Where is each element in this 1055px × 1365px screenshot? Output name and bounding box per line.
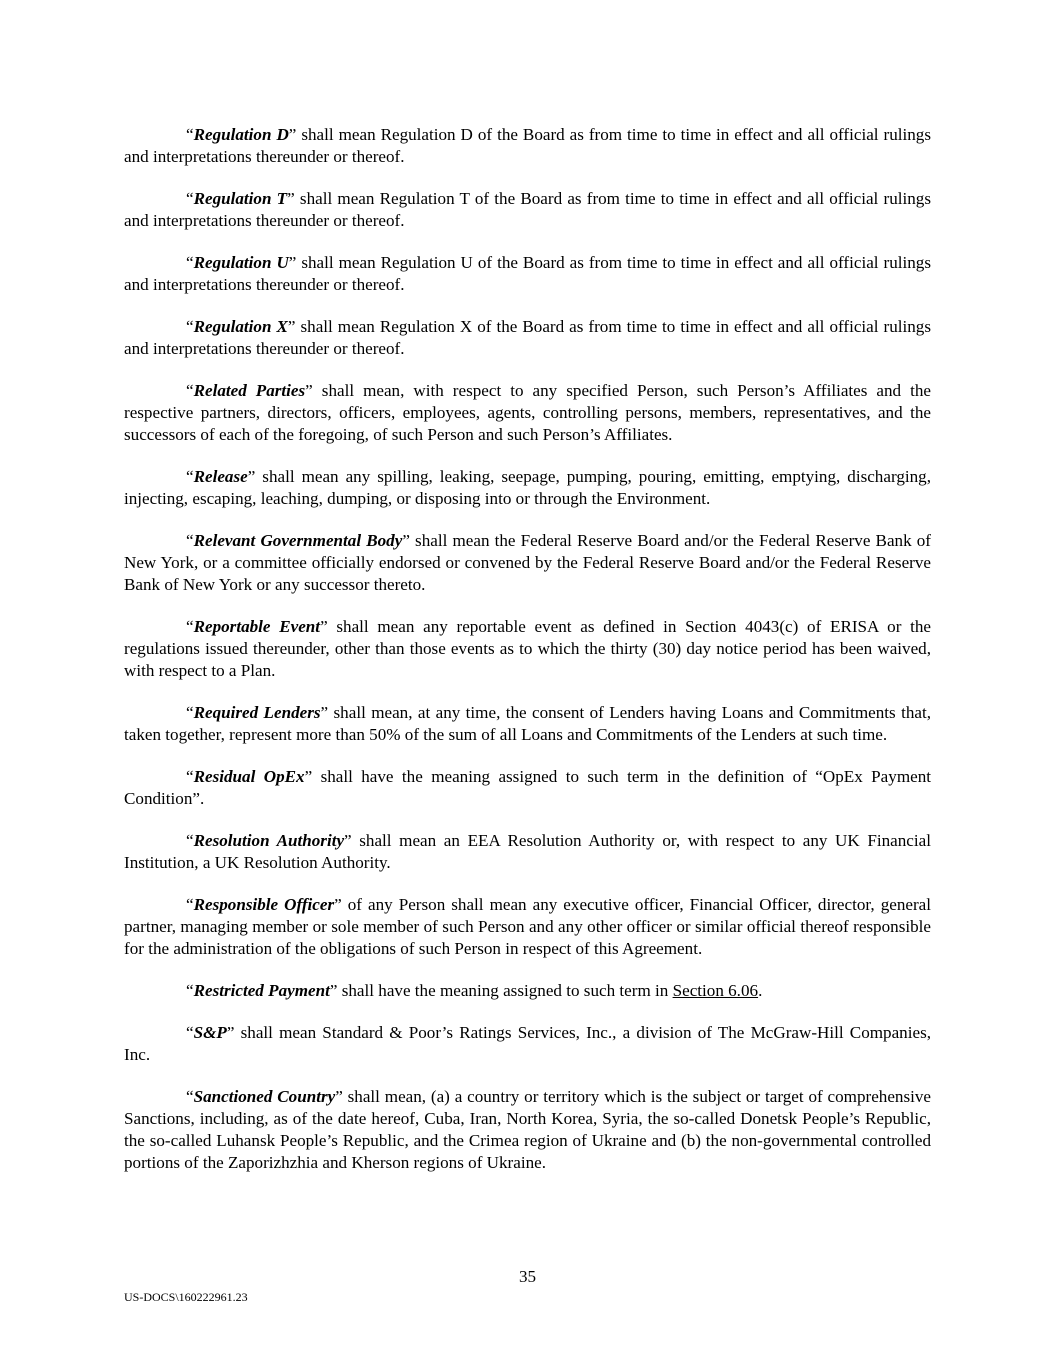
defined-term: Related Parties xyxy=(193,381,306,400)
definition-related-parties xyxy=(124,380,931,446)
defined-term: Regulation D xyxy=(193,125,289,144)
open-quote: “ xyxy=(186,703,194,722)
definition-relevant-governmental-body xyxy=(124,530,931,596)
definition-required-lenders xyxy=(124,702,931,746)
open-quote: “ xyxy=(186,831,194,850)
defined-term: Restricted Payment xyxy=(193,981,330,1000)
defined-term: Release xyxy=(193,467,248,486)
definition-release xyxy=(124,466,931,510)
close-quote: ” xyxy=(304,767,313,786)
definition-residual-opex xyxy=(124,766,931,810)
definition-text: shall mean Regulation X of the Board as from time to time in effect and all official rulings and interpretations thereunder or thereof. xyxy=(124,317,931,358)
open-quote: “ xyxy=(186,1087,194,1106)
open-quote: “ xyxy=(186,189,194,208)
open-quote: “ xyxy=(186,1023,194,1042)
definition-text: shall mean Regulation U of the Board as from time to time in effect and all official rulings and interpretations thereunder or thereof. xyxy=(124,253,931,294)
definition-text: shall mean any reportable event as defined in Section 4043(c) of ERISA or the regulations issued thereunder, other than those events as to which the thirty (30) day notice period has been waived, with respect to a Plan. xyxy=(124,617,931,680)
definition-text: shall mean, at any time, the consent of Lenders having Loans and Commitments that, taken together, represent more than 50% of the sum of all Loans and Commitments of the Lenders at such time. xyxy=(124,703,931,744)
definition-text: shall mean any spilling, leaking, seepage, pumping, pouring, emitting, emptying, discharging, injecting, escaping, leaching, dumping, or disposing into or through the Environment. xyxy=(124,467,931,508)
definition-text: shall mean an EEA Resolution Authority or, with respect to any UK Financial Institution, a UK Resolution Authority. xyxy=(124,831,931,872)
close-quote: ” xyxy=(344,831,352,850)
defined-term: Relevant Governmental Body xyxy=(193,531,403,550)
definition-responsible-officer xyxy=(124,894,931,960)
definition-text: shall mean the Federal Reserve Board and/or the Federal Reserve Bank of New York, or a committee officially endorsed or convened by the Federal Reserve Board and/or the Federal Reserve Bank of New York or any successor thereto. xyxy=(124,531,931,594)
definition-text: shall have the meaning assigned to such term in the definition of “OpEx Payment Condition”. xyxy=(124,767,931,808)
close-quote: ” xyxy=(329,981,338,1000)
definition-text: shall mean Regulation D of the Board as from time to time in effect and all official rulings and interpretations thereunder or thereof. xyxy=(124,125,931,166)
open-quote: “ xyxy=(186,125,194,144)
defined-term: Required Lenders xyxy=(193,703,321,722)
open-quote: “ xyxy=(186,317,194,336)
definition-text-tail: . xyxy=(758,981,763,1000)
definition-regulation-x xyxy=(124,316,931,360)
close-quote: ” xyxy=(320,617,328,636)
close-quote: ” xyxy=(287,189,295,208)
section-6-06-link[interactable]: Section 6.06 xyxy=(672,981,759,1000)
close-quote: ” xyxy=(288,253,297,272)
definition-text: shall mean Standard & Poor’s Ratings Services, Inc., a division of The McGraw-Hill Companies, Inc. xyxy=(124,1023,931,1064)
defined-term: S&P xyxy=(193,1023,227,1042)
defined-term: Regulation U xyxy=(193,253,289,272)
definition-regulation-d xyxy=(124,124,931,168)
open-quote: “ xyxy=(186,531,194,550)
document-id: US-DOCS\160222961.23 xyxy=(124,1290,248,1304)
open-quote: “ xyxy=(186,767,194,786)
open-quote: “ xyxy=(186,617,194,636)
definition-reportable-event xyxy=(124,616,931,682)
close-quote: ” xyxy=(305,381,313,400)
close-quote: ” xyxy=(288,125,297,144)
close-quote: ” xyxy=(226,1023,235,1042)
defined-term: Responsible Officer xyxy=(193,895,335,914)
definition-s-and-p xyxy=(124,1022,931,1066)
definition-text: shall mean, with respect to any specified Person, such Person’s Affiliates and the respective partners, directors, officers, employees, agents, controlling persons, members, representatives, and the successors of each of the foregoing, of such Person and such Person’s Affiliates. xyxy=(124,381,932,444)
definition-regulation-u xyxy=(124,252,931,296)
close-quote: ” xyxy=(334,895,342,914)
page-number: 35 xyxy=(518,1267,537,1286)
definition-text: shall mean, (a) a country or territory which is the subject or target of comprehensive Sanctions, including, as of the date hereof, Cuba, Iran, North Korea, Syria, the so-called Donetsk People’s Republic, the so-called Luhansk People’s Republic, and the Crimea region of Ukraine and (b) the non-governmental controlled portions of the Zaporizhzhia and Kherson regions of Ukraine. xyxy=(124,1087,931,1172)
open-quote: “ xyxy=(186,981,194,1000)
defined-term: Regulation X xyxy=(193,317,288,336)
close-quote: ” xyxy=(402,531,410,550)
open-quote: “ xyxy=(186,467,194,486)
definition-text: shall mean Regulation T of the Board as from time to time in effect and all official rulings and interpretations thereunder or thereof. xyxy=(124,189,931,230)
definition-sanctioned-country xyxy=(124,1086,931,1174)
defined-term: Reportable Event xyxy=(193,617,321,636)
definition-text: of any Person shall mean any executive officer, Financial Officer, director, general partner, managing member or sole member of such Person and any other officer or similar official thereof responsible for the administration of the obligations of such Person in respect of this Agreement. xyxy=(124,895,931,958)
definition-regulation-t xyxy=(124,188,931,232)
close-quote: ” xyxy=(320,703,329,722)
close-quote: ” xyxy=(247,467,256,486)
open-quote: “ xyxy=(186,253,194,272)
close-quote: ” xyxy=(287,317,296,336)
definition-resolution-authority xyxy=(124,830,931,874)
defined-term: Residual OpEx xyxy=(193,767,305,786)
defined-term: Regulation T xyxy=(193,189,288,208)
definition-text: shall have the meaning assigned to such term in xyxy=(337,981,673,1000)
defined-term: Sanctioned Country xyxy=(193,1087,336,1106)
defined-term: Resolution Authority xyxy=(193,831,345,850)
definition-restricted-payment xyxy=(124,980,931,1002)
close-quote: ” xyxy=(335,1087,343,1106)
document-body xyxy=(124,124,931,1194)
open-quote: “ xyxy=(186,895,194,914)
open-quote: “ xyxy=(186,381,194,400)
